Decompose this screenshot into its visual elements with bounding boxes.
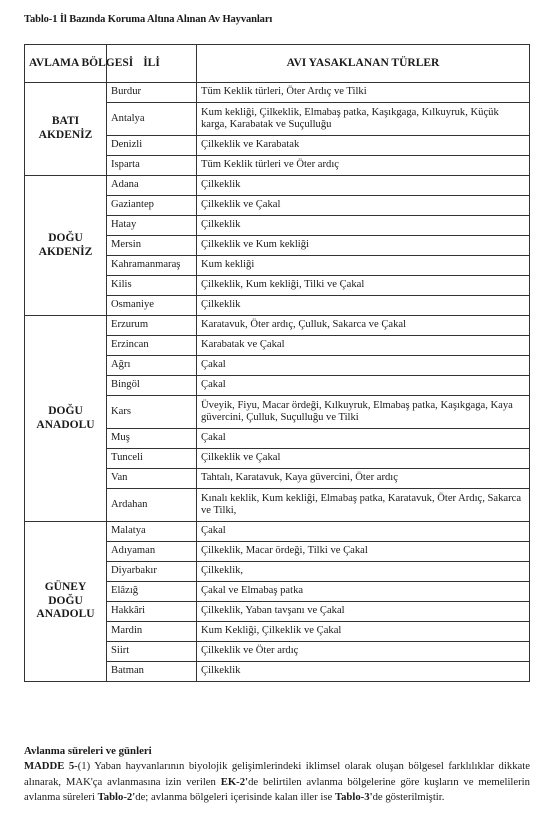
species-cell: Karatavuk, Öter ardıç, Çulluk, Sakarca ve Çakal xyxy=(197,316,530,336)
city-cell: Erzurum xyxy=(107,316,197,336)
city-cell: Erzincan xyxy=(107,336,197,356)
table-row xyxy=(25,176,530,196)
header-species: AVI YASAKLANAN TÜRLER xyxy=(197,45,530,83)
region-cell: DOĞU ANADOLU xyxy=(25,316,107,522)
city-cell: Isparta xyxy=(107,156,197,176)
region-cell: BATI AKDENİZ xyxy=(25,83,107,176)
table-row xyxy=(25,83,530,103)
header-region: AVLAMA BÖLGESİ xyxy=(25,45,107,83)
species-cell: Çakal xyxy=(197,356,530,376)
species-cell: Tüm Keklik türleri, Öter Ardıç ve Tilki xyxy=(197,83,530,103)
table-body xyxy=(25,83,530,682)
region-cell: GÜNEY DOĞU ANADOLU xyxy=(25,522,107,682)
city-cell: Malatya xyxy=(107,522,197,542)
para-text-2: de belirtilen avlanma bölgelerine göre kuşların ve memelilerin avlanma süreleri xyxy=(24,775,530,804)
city-cell: Ağrı xyxy=(107,356,197,376)
species-cell: Çilkeklik, Yaban tavşanı ve Çakal xyxy=(197,602,530,622)
ref-ek2: EK-2' xyxy=(220,775,249,788)
city-cell: Kars xyxy=(107,396,197,429)
ref-tablo3: Tablo-3' xyxy=(334,791,373,804)
species-cell: Tüm Keklik türleri ve Öter ardıç xyxy=(197,156,530,176)
city-cell: Diyarbakır xyxy=(107,562,197,582)
city-cell: Kilis xyxy=(107,276,197,296)
city-cell: Adana xyxy=(107,176,197,196)
article-paragraph xyxy=(24,759,530,806)
table-row xyxy=(25,522,530,542)
section-title: Avlanma süreleri ve günleri xyxy=(24,745,152,757)
region-cell: DOĞU AKDENİZ xyxy=(25,176,107,316)
city-cell: Batman xyxy=(107,662,197,682)
species-cell: Çilkeklik xyxy=(197,216,530,236)
para-text-4: de gösterilmiştir. xyxy=(372,791,445,804)
species-cell: Çakal xyxy=(197,522,530,542)
species-cell: Çilkeklik, xyxy=(197,562,530,582)
species-cell: Çilkeklik xyxy=(197,296,530,316)
para-text-1: (1) Yaban hayvanlarının biyolojik gelişimlerindeki iklimsel olarak oluşan bölgesel farklılıklar dikkate alınarak, MAK'ça avlanmasına izin verilen xyxy=(24,760,530,788)
city-cell: Van xyxy=(107,469,197,489)
city-cell: Burdur xyxy=(107,83,197,103)
species-cell: Üveyik, Fiyu, Macar ördeği, Kılkuyruk, Elmabaş patka, Kaşıkgaga, Kaya güvercini, Çulluk, Suçulluğu ve Tilki xyxy=(197,396,530,429)
para-text-3: de; avlanma bölgeleri içerisinde kalan iller ise xyxy=(135,791,335,804)
protected-species-table xyxy=(24,44,530,682)
city-cell: Mersin xyxy=(107,236,197,256)
city-cell: Mardin xyxy=(107,622,197,642)
ref-tablo2: Tablo-2' xyxy=(97,791,136,804)
city-cell: Muş xyxy=(107,429,197,449)
species-cell: Çilkeklik ve Kum kekliği xyxy=(197,236,530,256)
species-cell: Çakal xyxy=(197,429,530,449)
species-cell: Kum kekliği xyxy=(197,256,530,276)
species-cell: Kum kekliği, Çilkeklik, Elmabaş patka, Kaşıkgaga, Kılkuyruk, Küçük karga, Karabatak ve Suçulluğu xyxy=(197,103,530,136)
table-header-row xyxy=(25,45,530,83)
city-cell: Tunceli xyxy=(107,449,197,469)
species-cell: Çilkeklik ve Çakal xyxy=(197,196,530,216)
city-cell: Gaziantep xyxy=(107,196,197,216)
species-cell: Çilkeklik ve Çakal xyxy=(197,449,530,469)
city-cell: Elâzığ xyxy=(107,582,197,602)
header-city: İLİ xyxy=(107,45,197,83)
species-cell: Çakal ve Elmabaş patka xyxy=(197,582,530,602)
city-cell: Osmaniye xyxy=(107,296,197,316)
city-cell: Hakkâri xyxy=(107,602,197,622)
table-caption: Tablo-1 İl Bazında Koruma Altına Alınan Av Hayvanları xyxy=(24,14,273,25)
species-cell: Çilkeklik xyxy=(197,662,530,682)
table-row xyxy=(25,316,530,336)
species-cell: Çilkeklik, Macar ördeği, Tilki ve Çakal xyxy=(197,542,530,562)
species-cell: Kınalı keklik, Kum kekliği, Elmabaş patka, Karatavuk, Öter Ardıç, Sakarca ve Tilki, xyxy=(197,489,530,522)
city-cell: Hatay xyxy=(107,216,197,236)
species-cell: Çilkeklik ve Karabatak xyxy=(197,136,530,156)
city-cell: Denizli xyxy=(107,136,197,156)
city-cell: Ardahan xyxy=(107,489,197,522)
species-cell: Kum Kekliği, Çilkeklik ve Çakal xyxy=(197,622,530,642)
city-cell: Adıyaman xyxy=(107,542,197,562)
species-cell: Çilkeklik, Kum kekliği, Tilki ve Çakal xyxy=(197,276,530,296)
city-cell: Antalya xyxy=(107,103,197,136)
article-lead: MADDE 5- xyxy=(24,760,78,772)
species-cell: Çilkeklik ve Öter ardıç xyxy=(197,642,530,662)
city-cell: Bingöl xyxy=(107,376,197,396)
species-cell: Tahtalı, Karatavuk, Kaya güvercini, Öter ardıç xyxy=(197,469,530,489)
species-cell: Çakal xyxy=(197,376,530,396)
city-cell: Siirt xyxy=(107,642,197,662)
species-cell: Çilkeklik xyxy=(197,176,530,196)
species-cell: Karabatak ve Çakal xyxy=(197,336,530,356)
city-cell: Kahramanmaraş xyxy=(107,256,197,276)
